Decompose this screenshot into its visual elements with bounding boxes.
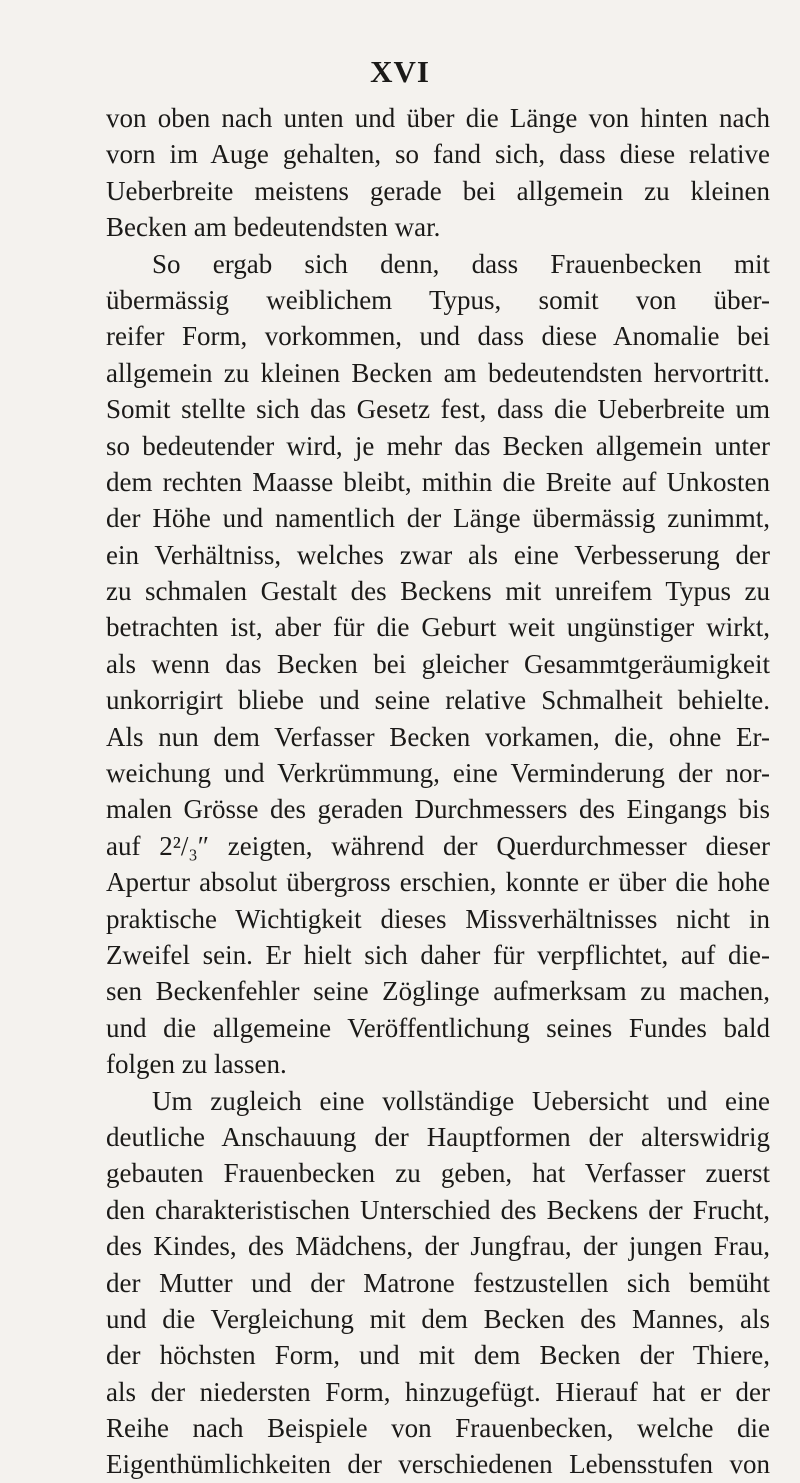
body-text [106,100,770,1483]
text-line-12: der Höhe und namentlich der Länge übermässig zunimmt, [106,503,770,534]
text-line-7: reifer Form, vorkommen, und dass diese Anomalie bei [106,321,770,352]
text-line-5: So ergab sich denn, dass Frauenbecken mit [152,248,770,279]
text-line-24: Zweifel sein. Er hielt sich daher für verpflichtet, auf die- [106,939,770,970]
text-line-30: gebauten Frauenbecken zu geben, hat Verfasser zuerst [106,1158,770,1189]
text-line-33: der Mutter und der Matrone festzustellen sich bemüht [106,1267,770,1298]
text-line-37: Reihe nach Beispiele von Frauenbecken, welche die [106,1413,770,1444]
text-line-8: allgemein zu kleinen Becken am bedeutendsten hervortritt. [106,357,770,388]
text-line-4: Becken am bedeutendsten war. [106,212,441,243]
text-line-3: Ueberbreite meistens gerade bei allgemein zu kleinen [106,175,770,206]
text-line-28: Um zugleich eine vollständige Uebersicht und eine [152,1085,770,1116]
text-line-2: vorn im Auge gehalten, so fand sich, dass diese relative [106,139,770,170]
text-line-19: weichung und Verkrümmung, eine Verminderung der nor- [106,758,770,789]
text-line-23: praktische Wichtigkeit dieses Missverhältnisses nicht in [106,903,770,934]
text-line-25: sen Beckenfehler seine Zöglinge aufmerksam zu machen, [106,976,770,1007]
page-number: XVI [370,54,430,89]
text-line-13: ein Verhältniss, welches zwar als eine Verbesserung der [106,539,770,570]
text-line-9: Somit stellte sich das Gesetz fest, dass die Ueberbreite um [106,394,770,425]
text-line-32: des Kindes, des Mädchens, der Jungfrau, der jungen Frau, [106,1231,770,1262]
text-line-29: deutliche Anschauung der Hauptformen der alterswidrig [106,1121,770,1152]
text-line-15: betrachten ist, aber für die Geburt weit ungünstiger wirkt, [106,612,770,643]
text-line-38: Eigenthümlichkeiten der verschiedenen Lebensstufen von [106,1449,770,1480]
text-line-26: und die allgemeine Veröffentlichung seines Fundes bald [106,1012,770,1043]
text-line-31: den charakteristischen Unterschied des Beckens der Frucht, [106,1194,770,1225]
text-line-10: so bedeutender wird, je mehr das Becken allgemein unter [106,430,770,461]
text-line-21: auf 2²/₃″ zeigten, während der Querdurchmesser dieser [106,830,770,861]
text-line-18: Als nun dem Verfasser Becken vorkamen, die, ohne Er- [106,721,770,752]
text-line-36: als der niedersten Form, hinzugefügt. Hierauf hat er der [106,1376,770,1407]
text-line-20: malen Grösse des geraden Durchmessers des Eingangs bis [106,794,770,825]
text-line-17: unkorrigirt bliebe und seine relative Schmalheit behielte. [106,685,770,716]
text-line-27: folgen zu lassen. [106,1049,287,1080]
text-line-34: und die Vergleichung mit dem Becken des Mannes, als [106,1303,770,1334]
text-line-22: Apertur absolut übergross erschien, konnte er über die hohe [106,867,770,898]
text-line-16: als wenn das Becken bei gleicher Gesammtgeräumigkeit [106,648,770,679]
text-line-6: übermässig weiblichem Typus, somit von über- [106,284,770,315]
text-line-11: dem rechten Maasse bleibt, mithin die Breite auf Unkosten [106,466,770,497]
text-line-1: von oben nach unten und über die Länge von hinten nach [106,103,770,133]
text-line-35: der höchsten Form, und mit dem Becken der Thiere, [106,1340,770,1371]
text-line-14: zu schmalen Gestalt des Beckens mit unreifem Typus zu [106,576,770,607]
